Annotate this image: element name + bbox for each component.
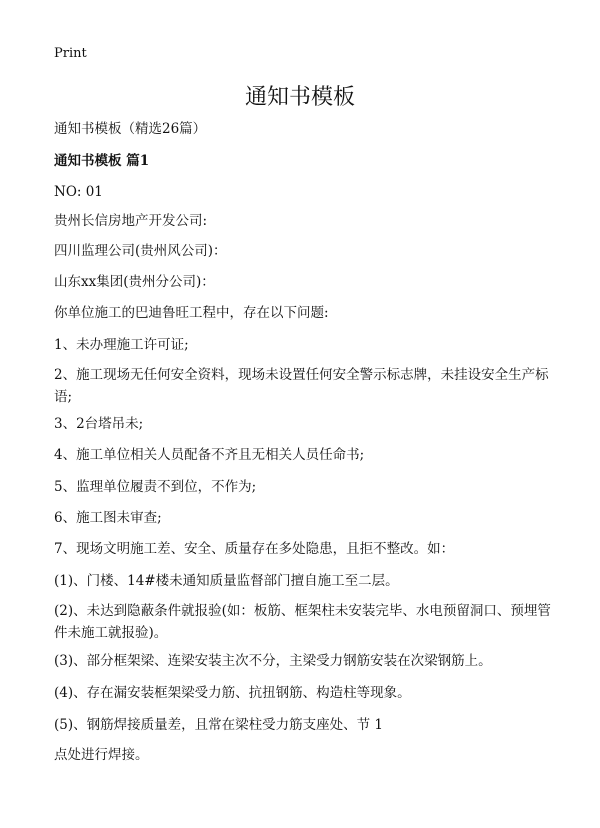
- paragraph-subitem-2: (2)、未达到隐蔽条件就报验(如：板筋、框架柱未安装完毕、水电预留洞口、预埋管件未施工就报验)。: [54, 603, 551, 641]
- paragraph-item-6: 6、施工图未审查;: [54, 510, 162, 526]
- paragraph-recipient-2: 四川监理公司(贵州风公司)：: [54, 243, 227, 259]
- print-label: Print: [54, 46, 87, 61]
- paragraph-subitem-3: (3)、部分框架梁、连梁安装主次不分，主梁受力钢筋安装在次梁钢筋上。: [54, 653, 492, 669]
- subtitle: 通知书模板（精选26篇）: [54, 121, 207, 137]
- page-title: 通知书模板: [244, 85, 355, 110]
- paragraph-no: NO: 01: [54, 184, 103, 200]
- paragraph-item-5: 5、监理单位履责不到位，不作为;: [54, 479, 257, 495]
- paragraph-item-2: 2、施工现场无任何安全资料，现场未设置任何安全警示标志牌，未挂设安全生产标语;: [54, 367, 549, 405]
- paragraph-item-4: 4、施工单位相关人员配备不齐且无相关人员任命书;: [54, 447, 365, 463]
- paragraph-subitem-5-cont: 点处进行焊接。: [54, 747, 149, 763]
- paragraph-item-3: 3、2台塔吊未;: [54, 416, 144, 432]
- paragraph-subitem-5: (5)、钢筋焊接质量差，且常在梁柱受力筋支座处、节 1: [54, 717, 384, 733]
- paragraph-recipient-1: 贵州长信房地产开发公司:: [54, 213, 208, 229]
- paragraph-item-7: 7、现场文明施工差、安全、质量存在多处隐患，且拒不整改。如：: [54, 541, 455, 557]
- paragraph-recipient-3: 山东xx集团(贵州分公司)：: [54, 274, 215, 290]
- paragraph-subitem-4: (4)、存在漏安装框架梁受力筋、抗扭钢筋、构造柱等现象。: [54, 685, 411, 701]
- paragraph-subitem-1: (1)、门楼、14#楼未通知质量监督部门擅自施工至二层。: [54, 573, 399, 589]
- paragraph-item-1: 1、未办理施工许可证;: [54, 337, 189, 353]
- section-heading: 通知书模板 篇1: [54, 153, 150, 169]
- paragraph-intro: 你单位施工的巴迪鲁旺工程中，存在以下问题:: [54, 305, 329, 321]
